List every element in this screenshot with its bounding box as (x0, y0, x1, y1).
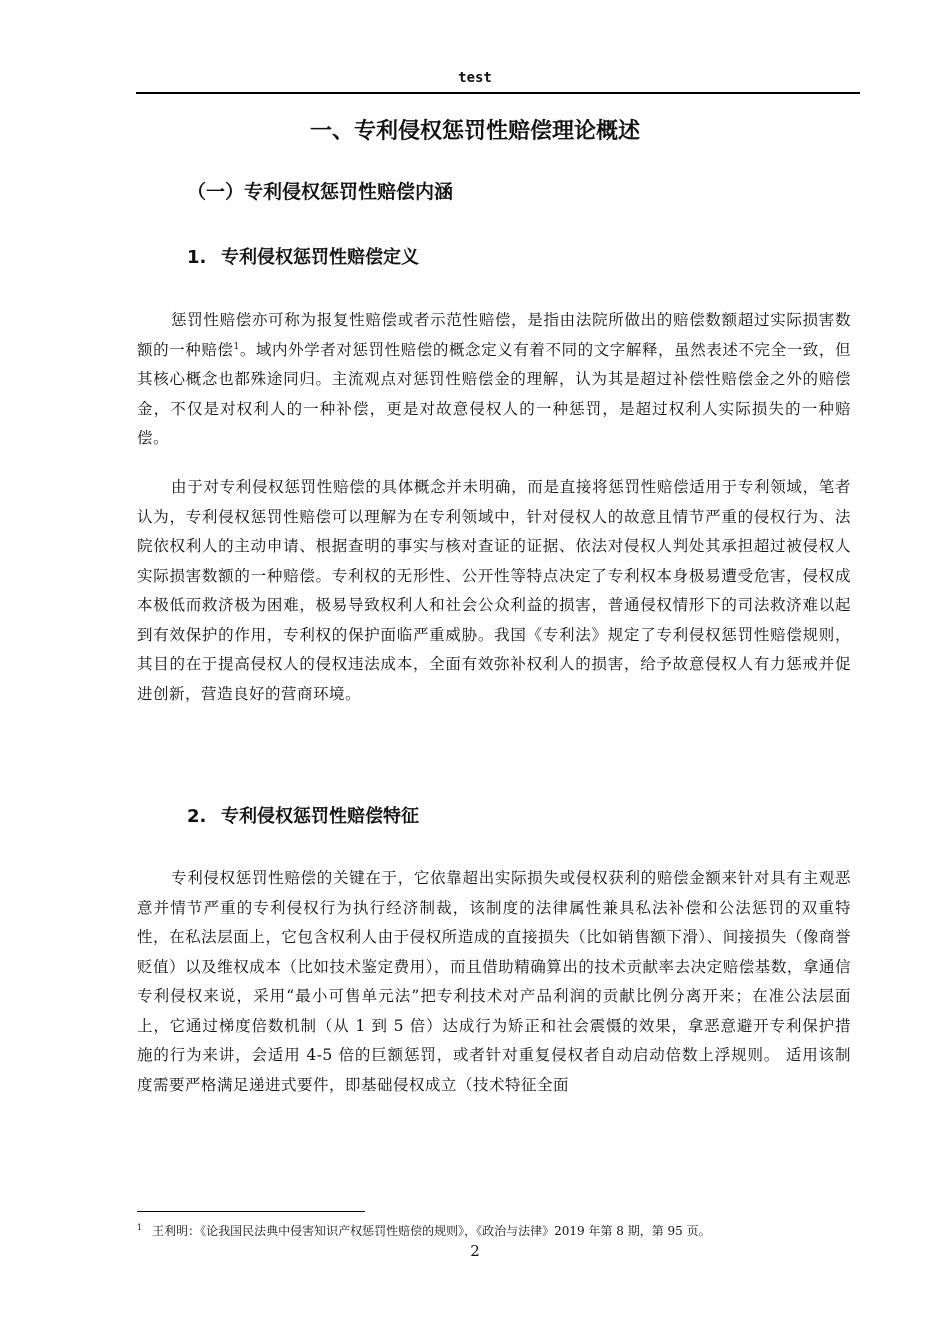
subsection-heading-features (187, 802, 419, 828)
footnote-reference[interactable]: 1 (233, 341, 240, 352)
subsection-number: 2. (187, 806, 207, 827)
paragraph-features-1: 专利侵权惩罚性赔偿的关键在于，它依靠超出实际损失或侵权获利的赔偿金额来针对具有主观恶意并情节严重的专利侵权行为执行经济制裁，该制度的法律属性兼具私法补偿和公法惩罚的双重特性，在私法层面上，它包含权利人由于侵权所造成的直接损失（比如销售额下滑）、间接损失（像商誉贬值）以及维权成本（比如技术鉴定费用），而且借助精确算出的技术贡献率去决定赔偿基数，拿通信专利侵权来说，采用“最小可售单元法”把专利技术对产品利润的贡献比例分离开来；在准公法层面上，它通过梯度倍数机制（从 1 到 5 倍）达成行为矫正和社会震慑的效果，拿恶意避开专利保护措施的行为来讲，会适用 4-5 倍的巨额惩罚，或者针对重复侵权者自动启动倍数上浮规则。 适用该制度需要严格满足递进式要件，即基础侵权成立（技术特征全面 (137, 869, 851, 1094)
paragraph-text: 惩罚性赔偿亦可称为报复性赔偿或者示范性赔偿，是指由法院所做出的赔偿数额超过实际损害数额的一种赔偿 (137, 311, 851, 359)
header-rule (136, 92, 860, 94)
page-number: 2 (470, 1242, 480, 1260)
subsection-heading-definition (187, 243, 419, 269)
footnote-marker: 1 (137, 1223, 143, 1232)
subsection-title: 专利侵权惩罚性赔偿定义 (221, 247, 419, 268)
paragraph-definition-1 (137, 306, 851, 454)
subsection-number: 1. (187, 247, 207, 268)
subsection-title: 专利侵权惩罚性赔偿特征 (221, 806, 419, 827)
paragraph-text: 。域内外学者对惩罚性赔偿的概念定义有着不同的文字解释，虽然表述不完全一致，但其核心概念也都殊途同归。主流观点对惩罚性赔偿金的理解，认为其是超过补偿性赔偿金之外的赔偿金，不仅是对权利人的一种补偿，更是对故意侵权人的一种惩罚，是超过权利人实际损失的一种赔偿。 (137, 340, 851, 447)
section-heading: （一）专利侵权惩罚性赔偿内涵 (187, 181, 454, 203)
footnote (137, 1222, 857, 1239)
footnote-separator (137, 1211, 365, 1212)
paragraph-definition-2: 由于对专利侵权惩罚性赔偿的具体概念并未明确，而是直接将惩罚性赔偿适用于专利领域，笔者认为，专利侵权惩罚性赔偿可以理解为在专利领域中，针对侵权人的故意且情节严重的侵权行为、法院依权利人的主动申请、根据查明的事实与核对查证的证据、依法对侵权人判处其承担超过被侵权人实际损害数额的一种赔偿。专利权的无形性、公开性等特点决定了专利权本身极易遭受危害，侵权成本极低而救济极为困难，极易导致权利人和社会公众利益的损害，普通侵权情形下的司法救济难以起到有效保护的作用，专利权的保护面临严重威胁。我国《专利法》规定了专利侵权惩罚性赔偿规则，其目的在于提高侵权人的侵权违法成本，全面有效弥补权利人的损害，给予故意侵权人有力惩戒并促进创新，营造良好的营商环境。 (137, 478, 851, 703)
footnote-text: 王利明：《论我国民法典中侵害知识产权惩罚性赔偿的规则》，《政治与法律》2019 年第 8 期，第 95 页。 (152, 1224, 711, 1238)
running-header: test (458, 70, 492, 86)
chapter-heading: 一、专利侵权惩罚性赔偿理论概述 (309, 119, 640, 144)
